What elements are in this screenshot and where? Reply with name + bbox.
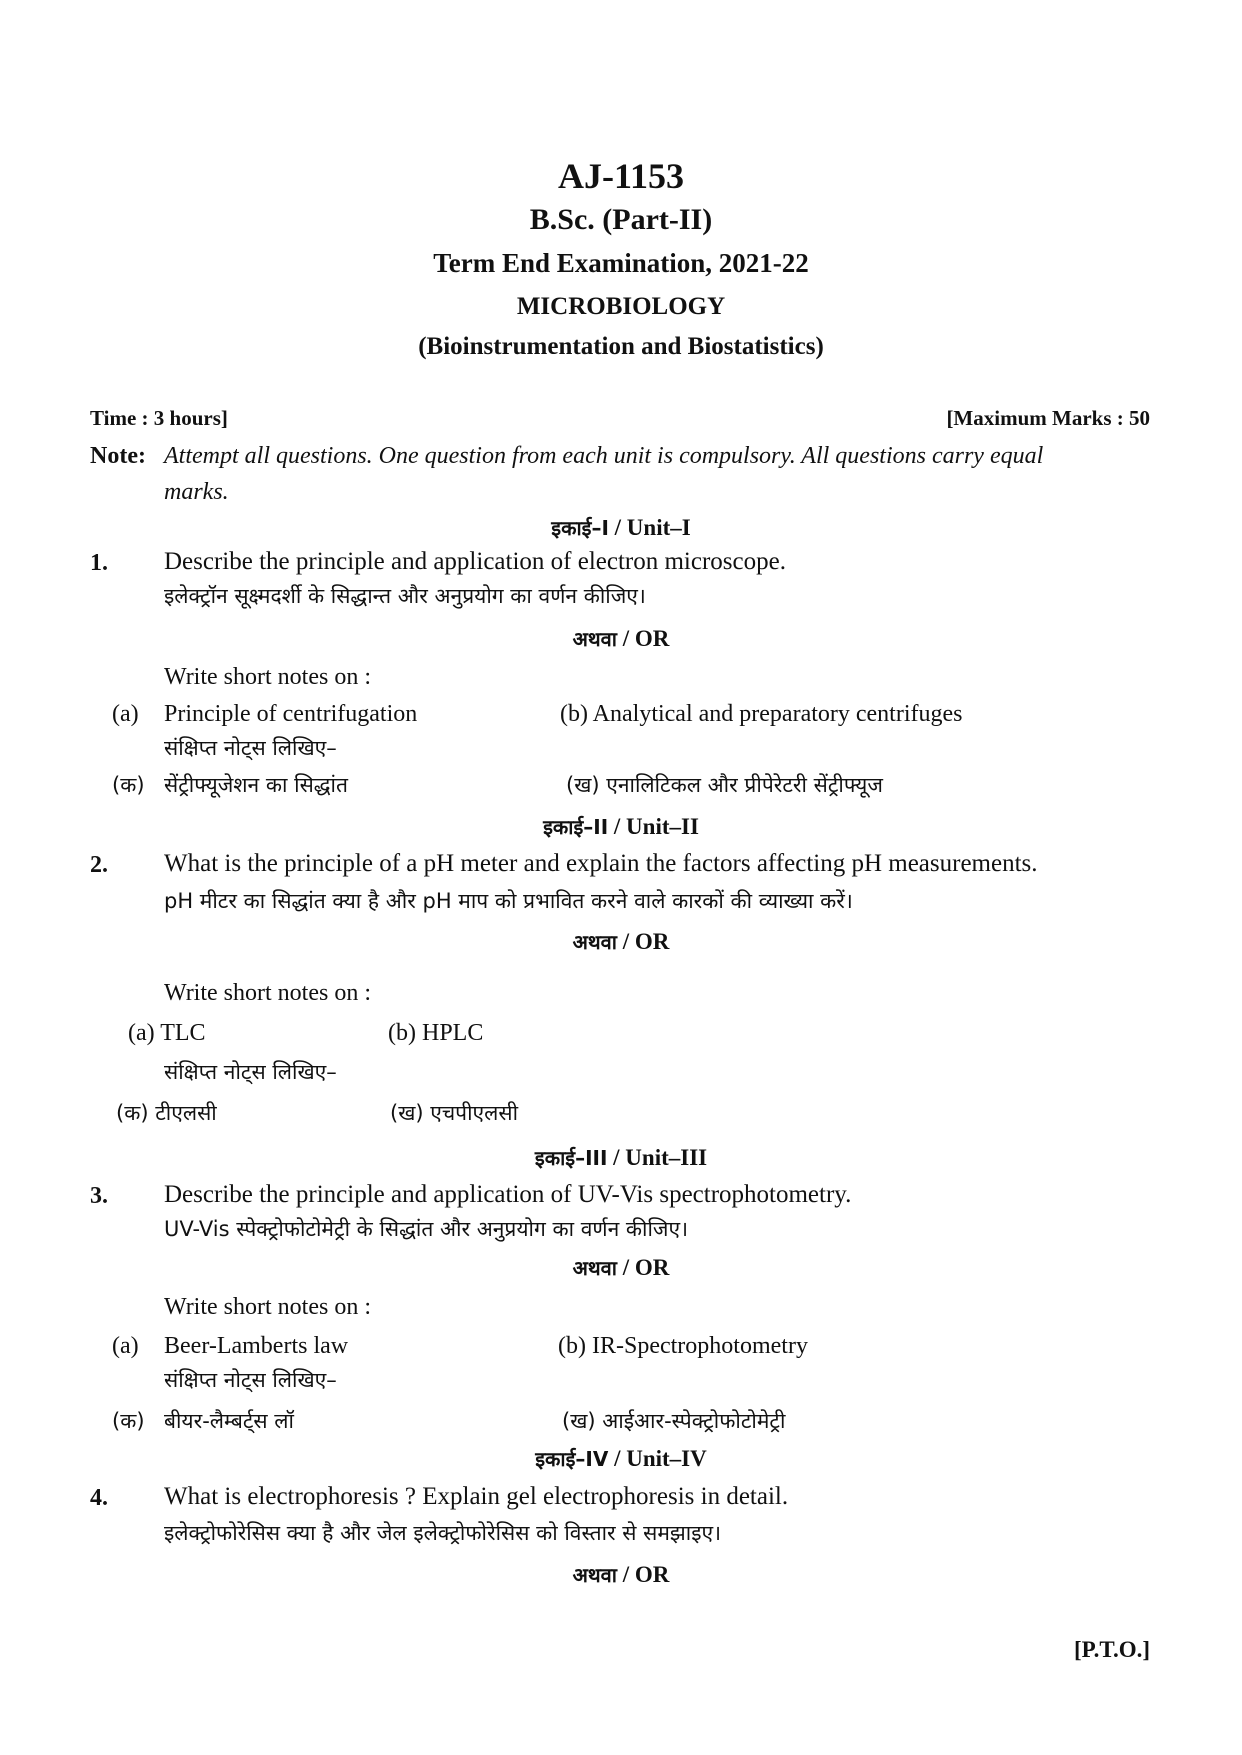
option-ka-label: (क): [112, 773, 145, 797]
note-text-line2: marks.: [164, 479, 229, 505]
or-en: / OR: [616, 626, 670, 651]
unit-heading-en: / Unit–II: [608, 814, 699, 839]
exam-title: Term End Examination, 2021-22: [433, 248, 809, 278]
short-notes-hi: संक्षिप्त नोट्स लिखिए–: [164, 1368, 337, 1392]
or-hi: अथवा: [572, 627, 617, 651]
paper-title: (Bioinstrumentation and Biostatistics): [418, 333, 824, 360]
question-text-en: Describe the principle and application of UV-Vis spectrophotometry.: [164, 1181, 852, 1208]
option-b-text: (b) IR-Spectrophotometry: [558, 1333, 808, 1359]
unit-heading: [0, 815, 1242, 838]
or-en: / OR: [616, 929, 670, 954]
short-notes-hi: संक्षिप्त नोट्स लिखिए–: [164, 736, 337, 760]
option-a-text: (a) TLC: [128, 1020, 206, 1046]
question-number: 1.: [90, 550, 108, 576]
option-ka-text: बीयर-लैम्बर्ट्स लॉ: [164, 1409, 294, 1433]
unit-heading: [0, 1146, 1242, 1169]
option-kha-text: (ख) एचपीएलसी: [390, 1101, 519, 1125]
or-hi: अथवा: [572, 1563, 617, 1587]
unit-heading-hi: इकाई–I: [551, 516, 609, 540]
question-text-hi: pH मीटर का सिद्धांत क्या है और pH माप को प्रभावित करने वाले कारकों की व्याख्या करें।: [164, 889, 853, 913]
option-a-label: (a): [112, 1333, 139, 1359]
short-notes-hi: संक्षिप्त नोट्स लिखिए–: [164, 1060, 337, 1084]
option-b-text: (b) HPLC: [388, 1020, 484, 1046]
question-text-en: What is the principle of a pH meter and explain the factors affecting pH measurements.: [164, 850, 1038, 877]
unit-heading: [0, 1447, 1242, 1470]
option-a-label: (a): [112, 701, 139, 727]
question-text-en: Describe the principle and application of electron microscope.: [164, 548, 786, 575]
option-kha-text: (ख) आईआर-स्पेक्ट्रोफोटोमेट्री: [562, 1409, 786, 1433]
unit-heading-hi: इकाई–IV: [535, 1447, 609, 1471]
question-number: 3.: [90, 1183, 108, 1209]
subject-title: MICROBIOLOGY: [516, 293, 726, 320]
or-separator: [0, 1563, 1242, 1586]
option-ka-text: (क) टीएलसी: [116, 1101, 217, 1125]
short-notes-en: Write short notes on :: [164, 1294, 371, 1320]
unit-heading-en: / Unit–IV: [608, 1446, 707, 1471]
pto-label: [P.T.O.]: [1073, 1637, 1150, 1662]
unit-heading-en: / Unit–I: [608, 515, 691, 540]
unit-heading-hi: इकाई–II: [543, 815, 609, 839]
short-notes-en: Write short notes on :: [164, 664, 371, 690]
note-label: Note:: [90, 443, 146, 469]
unit-heading-en: / Unit–III: [607, 1145, 708, 1170]
max-marks-label: [Maximum Marks : 50: [946, 406, 1150, 430]
option-ka-text: सेंट्रीफ्यूजेशन का सिद्धांत: [164, 773, 348, 797]
option-b-text: (b) Analytical and preparatory centrifuges: [560, 701, 963, 727]
question-text-hi: इलेक्ट्रॉन सूक्ष्मदर्शी के सिद्धान्त और अनुप्रयोग का वर्णन कीजिए।: [164, 584, 646, 608]
question-text-hi: UV-Vis स्पेक्ट्रोफोटोमेट्री के सिद्धांत और अनुप्रयोग का वर्णन कीजिए।: [164, 1217, 689, 1241]
option-a-text: Principle of centrifugation: [164, 701, 418, 727]
question-number: 4.: [90, 1485, 108, 1511]
option-kha-text: (ख) एनालिटिकल और प्रीपेरेटरी सेंट्रीफ्यूज: [566, 773, 883, 797]
or-separator: [0, 1256, 1242, 1279]
or-en: / OR: [616, 1562, 670, 1587]
or-hi: अथवा: [572, 1256, 617, 1280]
option-a-text: Beer-Lamberts law: [164, 1333, 349, 1359]
paper-code: AJ-1153: [558, 156, 684, 196]
question-text-en: What is electrophoresis ? Explain gel electrophoresis in detail.: [164, 1483, 789, 1510]
time-label: Time : 3 hours]: [90, 406, 228, 430]
unit-heading: [0, 516, 1242, 539]
or-separator: [0, 930, 1242, 953]
unit-heading-hi: इकाई–III: [534, 1146, 608, 1170]
course-title: B.Sc. (Part-II): [529, 203, 713, 236]
or-separator: [0, 627, 1242, 650]
question-text-hi: इलेक्ट्रोफोरेसिस क्या है और जेल इलेक्ट्रोफोरेसिस को विस्तार से समझाइए।: [164, 1521, 722, 1545]
or-en: / OR: [616, 1255, 670, 1280]
short-notes-en: Write short notes on :: [164, 980, 371, 1006]
question-number: 2.: [90, 852, 108, 878]
or-hi: अथवा: [572, 930, 617, 954]
option-ka-label: (क): [112, 1409, 145, 1433]
note-text-line1: Attempt all questions. One question from each unit is compulsory. All questions carry equal: [164, 443, 1044, 469]
